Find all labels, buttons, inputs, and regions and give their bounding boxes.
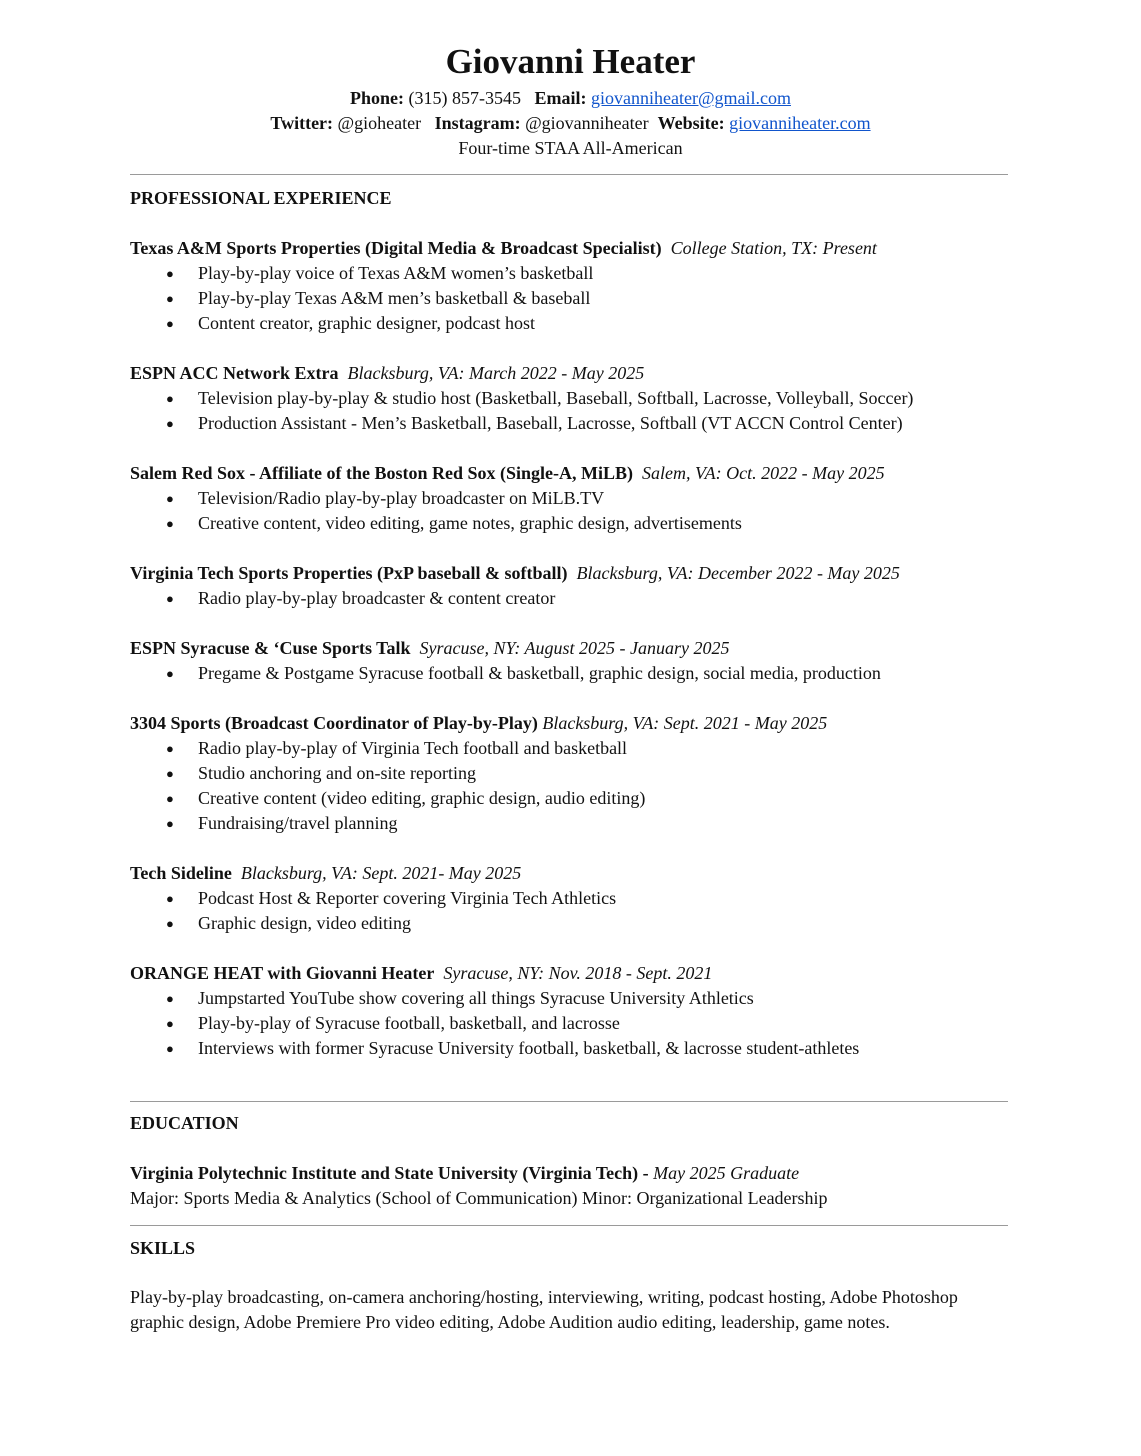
list-item: ● Studio anchoring and on-site reporting — [130, 761, 645, 786]
job-org: ESPN Syracuse & ‘Cuse Sports Talk — [130, 638, 411, 658]
phone-label: Phone: — [350, 88, 404, 108]
resume-name: Giovanni Heater — [445, 42, 696, 81]
twitter-handle: @gioheater — [337, 113, 422, 133]
instagram-label: Instagram: — [434, 113, 521, 133]
list-item: ● Television play-by-play & studio host (Basketball, Baseball, Softball, Lacrosse, Volleyball, Soccer) — [130, 386, 913, 411]
job-bullets — [130, 736, 645, 836]
job-org: Salem Red Sox - Affiliate of the Boston Red Sox (Single-A, MiLB) — [130, 463, 633, 483]
job-meta: Blacksburg, VA: March 2022 - May 2025 — [347, 363, 645, 383]
education-major: Major: Sports Media & Analytics (School of Communication) Minor: Organizational Leadership — [130, 1188, 828, 1208]
website-link[interactable]: giovanniheater.com — [729, 113, 871, 133]
phone-value: (315) 857-3545 — [408, 88, 521, 108]
job-header — [130, 961, 712, 986]
job-meta: College Station, TX: Present — [670, 238, 877, 258]
list-item: ● Content creator, graphic designer, podcast host — [130, 311, 593, 336]
job-bullets — [130, 661, 881, 686]
job-header — [130, 561, 900, 586]
list-item: ● Pregame & Postgame Syracuse football & basketball, graphic design, social media, production — [130, 661, 881, 686]
skills-heading: SKILLS — [130, 1238, 196, 1258]
job-bullets — [130, 486, 742, 536]
email-label: Email: — [534, 88, 587, 108]
job-bullets — [130, 986, 859, 1061]
divider — [130, 1101, 1008, 1102]
skills-text: Play-by-play broadcasting, on-camera anchoring/hosting, interviewing, writing, podcast hosting, Adobe Photoshop graphic design, Adobe Premiere Pro video editing, Adobe Audition audio editing, leadership, game notes. — [130, 1287, 958, 1332]
job-meta: Salem, VA: Oct. 2022 - May 2025 — [642, 463, 885, 483]
job-bullets — [130, 261, 593, 336]
contact-line-1 — [0, 86, 1141, 110]
contact-line-2 — [0, 111, 1141, 135]
graduation-date: May 2025 Graduate — [653, 1163, 800, 1183]
list-item: ● Play-by-play of Syracuse football, basketball, and lacrosse — [130, 1011, 859, 1036]
education-heading: EDUCATION — [130, 1113, 239, 1133]
divider — [130, 174, 1008, 175]
job-header — [130, 236, 877, 261]
instagram-handle: @giovanniheater — [525, 113, 649, 133]
job-header — [130, 461, 885, 486]
tagline: Four-time STAA All-American — [458, 138, 683, 158]
job-bullets — [130, 386, 913, 436]
twitter-label: Twitter: — [270, 113, 334, 133]
list-item: ● Creative content, video editing, game notes, graphic design, advertisements — [130, 511, 742, 536]
job-header — [130, 861, 521, 886]
experience-heading: PROFESSIONAL EXPERIENCE — [130, 188, 392, 208]
job-header — [130, 361, 644, 386]
education-school-line — [130, 1161, 799, 1186]
job-org: ORANGE HEAT with Giovanni Heater — [130, 963, 435, 983]
job-bullets — [130, 586, 555, 611]
list-item: ● Radio play-by-play of Virginia Tech football and basketball — [130, 736, 645, 761]
divider — [130, 1225, 1008, 1226]
job-header — [130, 711, 827, 736]
school-name: Virginia Polytechnic Institute and State University (Virginia Tech) - — [130, 1163, 649, 1183]
job-org: 3304 Sports (Broadcast Coordinator of Play-by-Play) — [130, 713, 538, 733]
list-item: ● Fundraising/travel planning — [130, 811, 645, 836]
list-item: ● Creative content (video editing, graphic design, audio editing) — [130, 786, 645, 811]
job-meta: Blacksburg, VA: Sept. 2021- May 2025 — [240, 863, 522, 883]
list-item: ● Play-by-play voice of Texas A&M women’s basketball — [130, 261, 593, 286]
job-org: Tech Sideline — [130, 863, 232, 883]
list-item: ● Play-by-play Texas A&M men’s basketball & baseball — [130, 286, 593, 311]
list-item: ● Production Assistant - Men’s Basketball, Baseball, Lacrosse, Softball (VT ACCN Control Center) — [130, 411, 913, 436]
website-label: Website: — [657, 113, 725, 133]
job-bullets — [130, 886, 616, 936]
list-item: ● Podcast Host & Reporter covering Virginia Tech Athletics — [130, 886, 616, 911]
job-meta: Blacksburg, VA: December 2022 - May 2025 — [576, 563, 900, 583]
list-item: ● Graphic design, video editing — [130, 911, 616, 936]
list-item: ● Jumpstarted YouTube show covering all things Syracuse University Athletics — [130, 986, 859, 1011]
job-header — [130, 636, 730, 661]
job-meta: Syracuse, NY: August 2025 - January 2025 — [419, 638, 730, 658]
email-link[interactable]: giovanniheater@gmail.com — [590, 88, 791, 108]
job-org: Texas A&M Sports Properties (Digital Media & Broadcast Specialist) — [130, 238, 662, 258]
job-org: Virginia Tech Sports Properties (PxP baseball & softball) — [130, 563, 568, 583]
list-item: ● Radio play-by-play broadcaster & content creator — [130, 586, 555, 611]
job-meta: Blacksburg, VA: Sept. 2021 - May 2025 — [542, 713, 828, 733]
job-org: ESPN ACC Network Extra — [130, 363, 339, 383]
job-meta: Syracuse, NY: Nov. 2018 - Sept. 2021 — [443, 963, 713, 983]
list-item: ● Interviews with former Syracuse University football, basketball, & lacrosse student-athletes — [130, 1036, 859, 1061]
list-item: ● Television/Radio play-by-play broadcaster on MiLB.TV — [130, 486, 742, 511]
